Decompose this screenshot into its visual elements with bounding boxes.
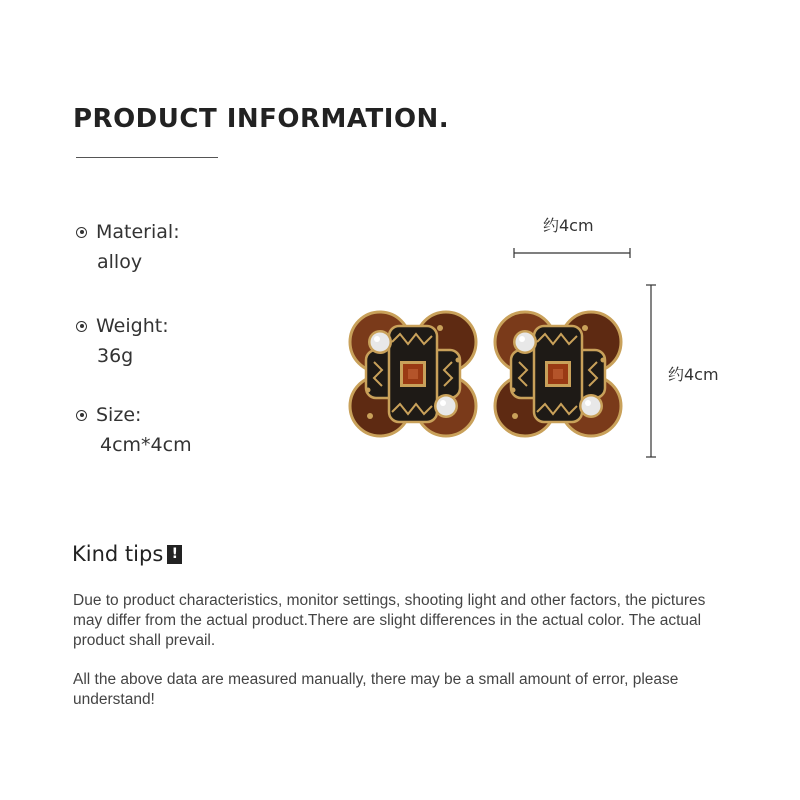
spec-material: [76, 221, 180, 273]
spec-value: alloy: [97, 251, 143, 273]
tips-paragraph-1: Due to product characteristics, monitor settings, shooting light and other factors, the pictures may differ from the actual product.There are slight differences in the actual color. The actual product shall prevail.: [73, 592, 706, 649]
tips-paragraph-2: All the above data are measured manually, there may be a small amount of error, please understand!: [73, 671, 679, 708]
spec-label: Weight:: [96, 315, 169, 337]
bullet-icon: [76, 321, 87, 332]
height-dimension-label: 约4cm: [668, 365, 719, 384]
earrings-illustration: [348, 308, 648, 438]
spec-label: Material:: [96, 221, 180, 243]
kind-tips-title: Kind tips: [72, 542, 164, 566]
spec-label: Size:: [96, 404, 142, 426]
spec-value: 4cm*4cm: [100, 434, 192, 456]
left-earring: [350, 312, 476, 436]
title-underline: [76, 157, 218, 158]
spec-value: 36g: [97, 345, 134, 367]
bullet-icon: [76, 227, 87, 238]
product-image-area: [340, 200, 740, 480]
spec-size: [76, 404, 192, 456]
warning-icon: !: [167, 545, 182, 564]
spec-weight: [76, 315, 169, 367]
kind-tips-heading: [72, 542, 182, 566]
bullet-icon: [76, 410, 87, 421]
page-title: PRODUCT INFORMATION.: [73, 104, 450, 134]
right-earring: [495, 312, 621, 436]
width-dimension-label: 约4cm: [543, 216, 594, 235]
